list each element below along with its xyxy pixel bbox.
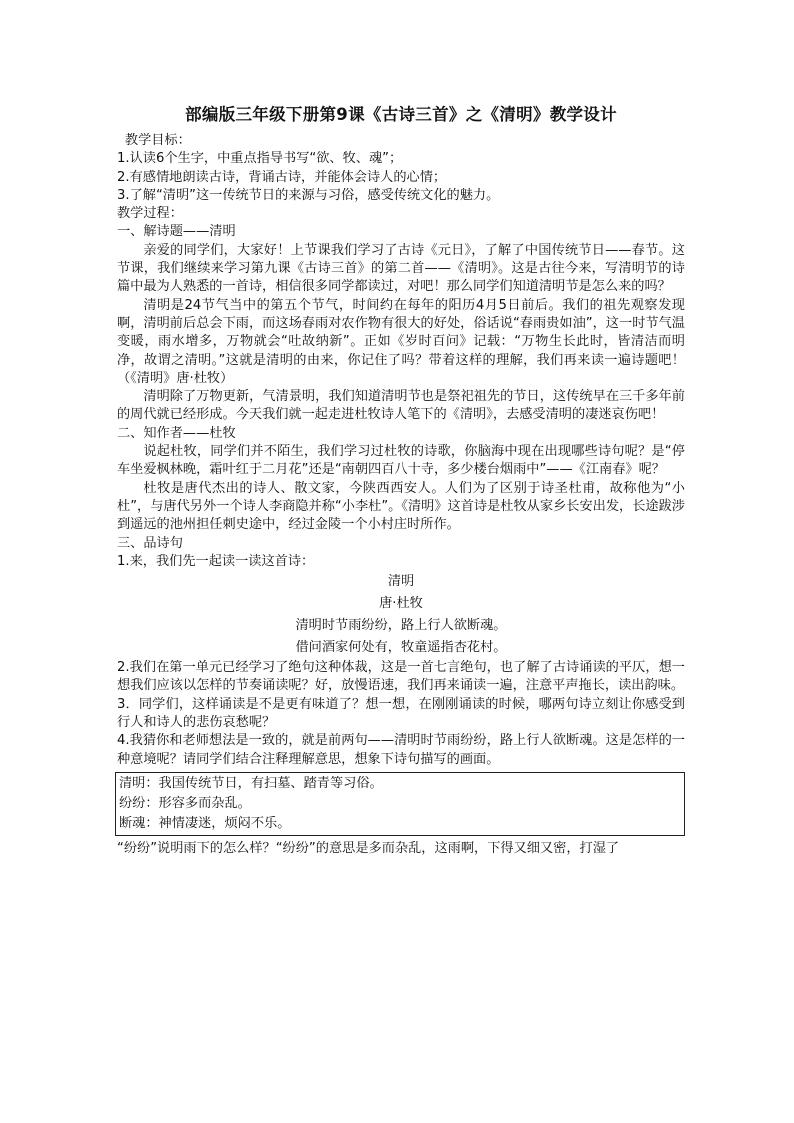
section3-question-1: 1.来，我们先一起读一读这首诗： <box>117 553 315 569</box>
document-title: 部编版三年级下册第9课《古诗三首》之《清明》教学设计 <box>185 105 617 124</box>
section3-question-4: 4.我猜你和老师想法是一致的，就是前两句——清明时节雨纷纷，路上行人欲断魂。这是怎样的一种意境呢？请同学们结合注释理解意思，想象下诗句描写的画面。 <box>117 733 685 767</box>
objectives-heading: 教学目标： <box>124 133 191 148</box>
section3-heading: 三、品诗句 <box>117 535 183 551</box>
document-page <box>117 104 685 858</box>
section3-question-3: 3．同学们，这样诵读是不是更有味道了？想一想，在刚刚诵读的时候，哪两句诗立刻让你感受到行人和诗人的悲伤哀愁呢？ <box>117 696 685 731</box>
section1-paragraph-3: 清明除了万物更新，气清景明，我们知道清明节也是祭祀祖先的节日，这传统早在三千多年前的周代就已经形成。今天我们就一起走进杜牧诗人笔下的《清明》，去感受清明的凄迷哀伤吧！ <box>117 389 685 423</box>
objective-2: 2.有感情地朗读古诗，背诵古诗，并能体会诗人的心情； <box>117 169 447 185</box>
section1-paragraph-2: 清明是24节气当中的第五个节气，时间约在每年的阳历4月5日前后。我们的祖先观察发现啊，清明前后总会下雨，而这场春雨对农作物有很大的好处，俗话说“春雨贵如油”，这一时节气温变暖，雨水增多，万物就会“吐故纳新”。正如《岁时百问》记载：“万物生长此时，皆清洁而明净，故谓之清明。”这就是清明的由来，你记住了吗？带着这样的理解，我们再来读一遍诗题吧！（《清明》唐·杜牧） <box>117 297 685 386</box>
section1-heading: 一、解诗题——清明 <box>117 224 236 240</box>
poem-line-2: 借问酒家何处有，牧童遥指杏花村。 <box>295 640 507 656</box>
poem-author: 唐·杜牧 <box>379 596 423 612</box>
section2-heading: 二、知作者——杜牧 <box>117 425 236 441</box>
poem-title: 清明 <box>387 574 415 590</box>
process-heading: 教学过程： <box>117 206 183 222</box>
objective-3: 3.了解“清明”这一传统节日的来源与习俗，感受传统文化的魅力。 <box>117 187 500 203</box>
definition-qingming: 清明：我国传统节日，有扫墓、踏青等习俗。 <box>119 775 383 791</box>
definition-fenfen: 纷纷：形容多而杂乱。 <box>119 795 251 811</box>
definition-duanhun: 断魂：神情凄迷，烦闷不乐。 <box>119 815 291 831</box>
poem-block <box>117 571 685 659</box>
definitions-box <box>115 772 685 836</box>
section2-paragraph-2: 杜牧是唐代杰出的诗人、散文家，今陕西西安人。人们为了区别于诗圣杜甫，故称他为“小杜”，与唐代另外一个诗人李商隐并称“小李杜”。《清明》这首诗是杜牧从家乡长安出发，长途跋涉到遥远的池州担任刺史途中，经过金陵一个小村庄时所作。 <box>117 480 685 533</box>
section3-question-2: 2.我们在第一单元已经学习了绝句这种体裁，这是一首七言绝句，也了解了古诗诵读的平仄，想一想我们应该以怎样的节奏诵读呢？好，放慢语速，我们再来诵读一遍，注意平声拖长，读出韵味。 <box>117 660 685 694</box>
section3-after-text: “纷纷”说明雨下的怎么样？“纷纷”的意思是多而杂乱，这雨啊，下得又细又密，打湿了 <box>117 840 620 856</box>
section2-paragraph-1: 说起杜牧，同学们并不陌生，我们学习过杜牧的诗歌，你脑海中现在出现哪些诗句呢？是“停车坐爱枫林晚，霜叶红于二月花”还是“南朝四百八十寺，多少楼台烟雨中”——《江南春》呢？ <box>117 444 685 478</box>
poem-line-1: 清明时节雨纷纷，路上行人欲断魂。 <box>295 618 507 634</box>
section1-paragraph-1: 亲爱的同学们，大家好！上节课我们学习了古诗《元日》，了解了中国传统节日——春节。这节课，我们继续来学习第九课《古诗三首》的第二首——《清明》。这是古往今来，写清明节的诗篇中最为人熟悉的一首诗，相信很多同学都读过，对吧！那么同学们知道清明节是怎么来的吗？ <box>117 242 685 295</box>
objective-1: 1.认读6个生字，中重点指导书写“欲、牧、魂”； <box>117 151 403 167</box>
